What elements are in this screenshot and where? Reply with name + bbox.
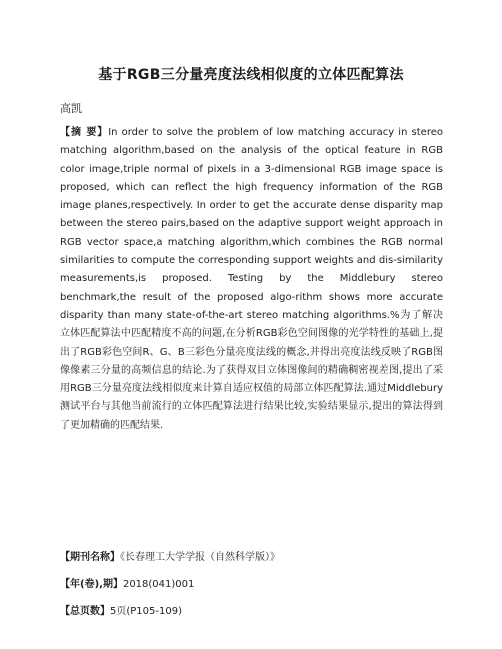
journal-name-label: 【期刊名称】 xyxy=(60,552,120,563)
volume-issue-label: 【年(卷),期】 xyxy=(60,579,123,590)
abstract-text: In order to solve the problem of low matching accuracy in stereo matching algorithm,based on the analysis of the optical feature in RGB color image,triple normal of pixels in a 3-dimensional RGB image space is proposed, which can reflect the high frequency information of the RGB image planes,respectively. In order to get the accurate dense disparity map between the stereo pairs,based on the adaptive support weight approach in RGB vector space,a matching algorithm,which combines the RGB normal similarities to compute the corresponding support weights and dis-similarity measurements,is proposed. Testing by the Middlebury stereo benchmark,the result of the proposed algo-rithm shows more accurate disparity than many state-of-the-art stereo matching algorithms.%为了解决立体匹配算法中匹配精度不高的问题,在分析RGB彩色空间图像的光学特性的基础上,提出了RGB彩色空间R、G、B三彩色分量亮度法线的概念,并得出亮度法线反映了RGB图像像素三分量的高频信息的结论.为了获得双目立体图像间的精确稠密视差图,提出了采用RGB三分量亮度法线相似度来计算自适应权值的局部立体匹配算法.通过Middlebury测试平台与其他当前流行的立体匹配算法进行结果比较,实验结果显示,提出的算法得到了更加精确的匹配结果. xyxy=(60,127,443,431)
page-count-row xyxy=(60,602,182,617)
page-count-label: 【总页数】 xyxy=(60,606,110,617)
paper-title: 基于RGB三分量亮度法线相似度的立体匹配算法 xyxy=(98,67,404,83)
journal-name-value: 《长春理工大学学报（自然科学版）》 xyxy=(120,552,280,563)
abstract-label: 【摘 要】 xyxy=(60,127,109,138)
abstract-block xyxy=(60,124,443,435)
author-name: 高凯 xyxy=(60,102,82,115)
volume-issue-row xyxy=(60,575,194,590)
journal-name-row xyxy=(60,548,280,563)
volume-issue-value: 2018(041)001 xyxy=(122,579,195,590)
page-count-value: 5页(P105-109) xyxy=(110,606,182,617)
